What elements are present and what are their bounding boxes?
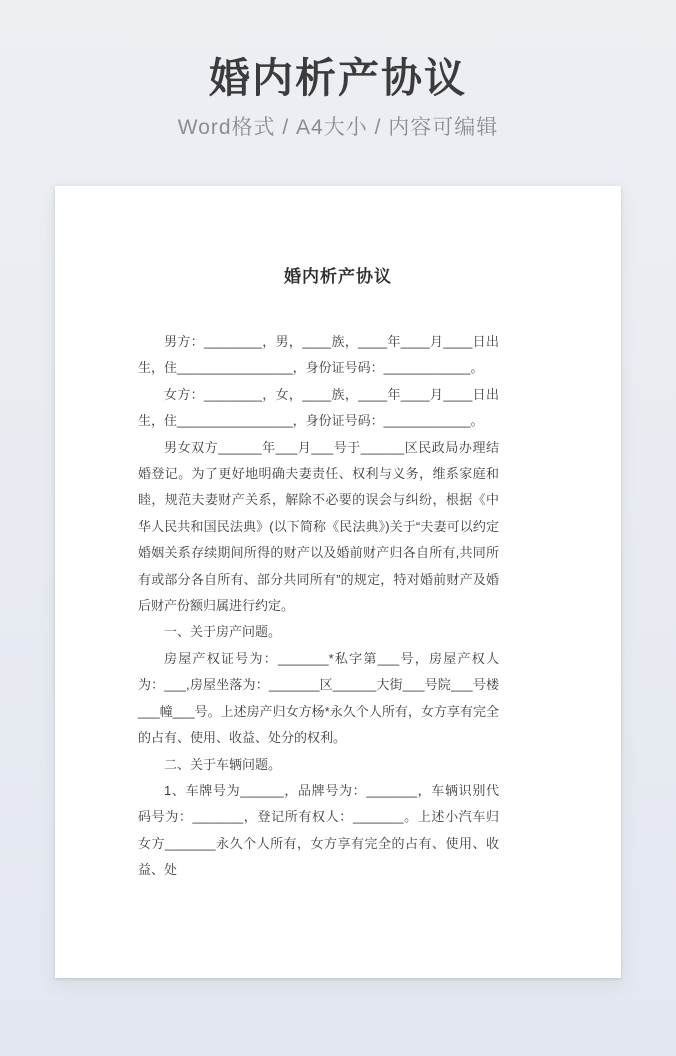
document-paragraph: 男女双方______年___月___号于______区民政局办理结婚登记。为了更好地明确夫妻责任、权利与义务，维系家庭和睦，规范夫妻财产关系，解除不必要的误会与纠纷，根据《中华人民共和国民法典》(以下简称《民法典》)关于“夫妻可以约定婚姻关系存续期间所得的财产以及婚前财产归各自所有,共同所有或部分各自所有、部分共同所有”的规定，特对婚前财产及婚后财产份额归属进行约定。 (138, 439, 499, 614)
document-paragraph: 男方：________，男，____族，____年____月____日出生，住________________，身份证号码：____________。 (138, 334, 499, 376)
document-paragraph: 二、关于车辆问题。 (164, 756, 282, 772)
document-paragraph: 女方：________，女，____族，____年____月____日出生，住________________，身份证号码：____________。 (138, 386, 499, 429)
document-paragraph: 房屋产权证号为：_______*私字第___号，房屋产权人为：___,房屋坐落为：_______区______大街___号院___号楼___幢___号。上述房产归女方杨*永久个人所有，女方享有完全的占有、使用、收益、处分的权利。 (138, 650, 499, 746)
document-title: 婚内析产协议 (284, 267, 392, 286)
document-paragraph: 1、车牌号为______，品牌号为：_______，车辆识别代码号为：_______，登记所有权人：_______。上述小汽车归女方_______永久个人所有，女方享有完全的占有、使用、收益、处 (138, 782, 499, 878)
header-subtitle: Word格式 / A4大小 / 内容可编辑 (177, 116, 499, 140)
document-preview-page (55, 186, 621, 978)
header-title: 婚内析产协议 (209, 55, 467, 101)
document-body (138, 329, 499, 884)
header (0, 0, 676, 141)
document-paragraph: 一、关于房产问题。 (164, 624, 282, 640)
